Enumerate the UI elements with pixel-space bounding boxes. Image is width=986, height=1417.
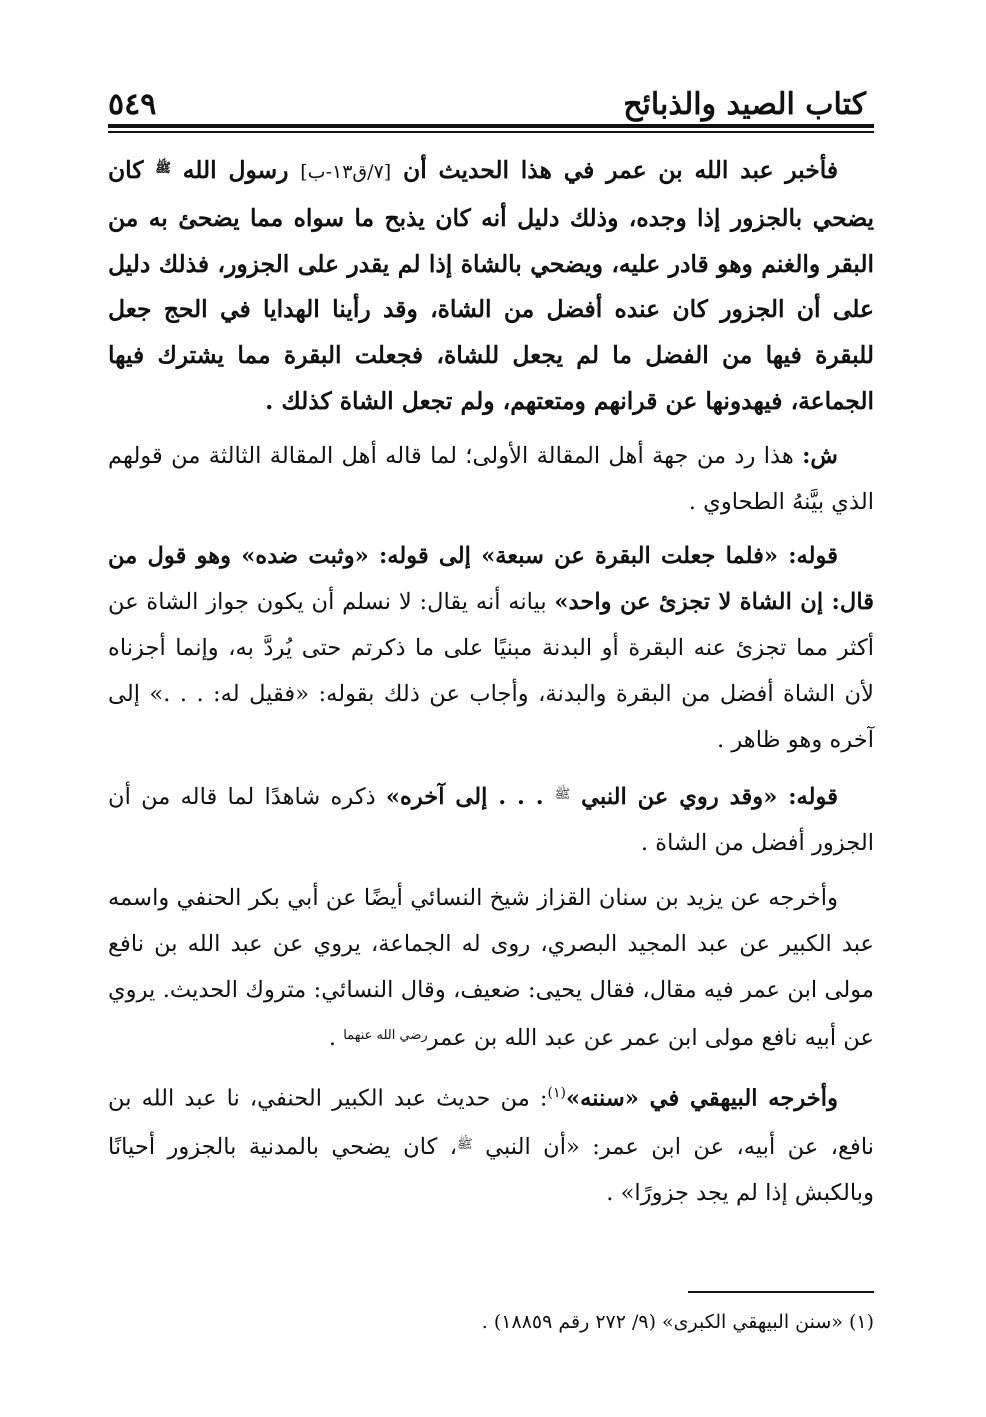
p4-bold-b: . . . إلى آخره» (385, 784, 555, 811)
footnote-marker: (١) (848, 1311, 874, 1333)
p2-text: هذا رد من جهة أهل المقالة الأولى؛ لما قاله أهل المقالة الثالثة من قولهم الذي بيَّنهُ الطحاوي . (108, 442, 874, 515)
p4-text: ذكره شاهدًا لما قاله من أن الجزور أفضل من الشاة . (108, 784, 874, 857)
p1-text-a: فأخبر عبد الله بن عمر في هذا الحديث أن (391, 156, 839, 184)
p5-text-a: وأخرجه عن يزيد بن سنان القزاز شيخ النسائي أيضًا عن أبي بكر الحنفي واسمه عبد الكبير عن عبد المجيد البصري، روى له الجماعة، يروي عن عبد الله بن نافع مولى ابن عمر فيه مقال، فقال يحيى: ضعيف، وقال النسائي: متروك الحديث. يروي عن أبيه نافع مولى ابن عمر عن عبد الله بن عمر (108, 884, 874, 1052)
p3-bold: قوله: «فلما جعلت البقرة عن سبعة» إلى قوله: «وثبت ضده» وهو قول من قال: إن الشاة لا تجزئ عن واحد» (108, 543, 874, 616)
p4-bold-a: قوله: «وقد روي عن النبي (570, 784, 839, 811)
header-rule-thick (108, 124, 874, 128)
footnote-text: «سنن البيهقي الكبرى» (٩/ ٢٧٢ رقم ١٨٨٥٩) . (481, 1311, 849, 1333)
chapter-title: كتاب الصيد والذبائح (623, 87, 866, 122)
footnote (108, 1307, 874, 1337)
paragraph-qawluhu-2 (108, 772, 874, 867)
salutation-mark: ﷺ (554, 787, 571, 803)
manuscript-ref: [٧/ق١٣-ب] (300, 161, 392, 183)
p1-text-c: كان يضحي بالجزور إذا وجده، وذلك دليل أنه كان يذبح ما سواه مما يضحئ به من البقر والغنم وهو قادر عليه، ويضحي بالشاة إذا لم يقدر على الجزور، فذلك دليل على أن الجزور كان عنده أفضل من الشاة، وقد رأينا الهدايا في الحج جعل للبقرة فيها من الفضل ما لم يجعل للشاة، فجعلت البقرة مما يشترك فيها الجماعة، فيهدونها عن قرانهم ومتعتهم، ولم تجعل الشاة كذلك . (108, 156, 874, 415)
p6-text-c: ، كان يضحي بالمدنية بالجزور أحيانًا وبالكبش إذا لم يجد جزورًا» . (108, 1134, 874, 1207)
salutation-mark: ﷺ (155, 161, 171, 176)
p2-label: ش: (802, 442, 838, 469)
p3-text: بيانه أنه يقال: لا نسلم أن يكون جواز الشاة عن أكثر مما تجزئ عنه البقرة أو البدنة مبنيًا على ما ذكرتم حتى يُردَّ به، وإنما أجزناه لأن الشاة أفضل من البقرة والبدنة، وأجاب عن ذلك بقوله: «فقيل له: . . .» إلى آخره وهو ظاهر . (108, 589, 874, 753)
paragraph-quote (108, 146, 874, 425)
page-number: ٥٤٩ (108, 87, 157, 122)
page-header (108, 78, 866, 122)
paragraph-qawluhu-1 (108, 534, 874, 763)
paragraph-bayhaqi (108, 1071, 874, 1217)
p6-bold: وأخرجه البيهقي في «سننه» (565, 1085, 838, 1112)
main-text (108, 146, 874, 1217)
salutation-mark: ﷺ (457, 1137, 473, 1153)
p5-text-b: . (328, 1025, 344, 1052)
footnote-rule (688, 1291, 874, 1293)
footnote-ref: (١) (547, 1085, 566, 1102)
paragraph-sharh (108, 434, 874, 526)
paragraph-takhrij (108, 876, 874, 1062)
p6-text-b: : من حديث عبد الكبير الحنفي، نا عبد الله بن نافع، عن أبيه، عن ابن عمر: «أن النبي (108, 1085, 874, 1161)
p1-text-b: رسول الله (170, 156, 301, 184)
header-rule-thin (108, 131, 874, 133)
salutation-mark: رضي الله عنهما (343, 1028, 428, 1044)
